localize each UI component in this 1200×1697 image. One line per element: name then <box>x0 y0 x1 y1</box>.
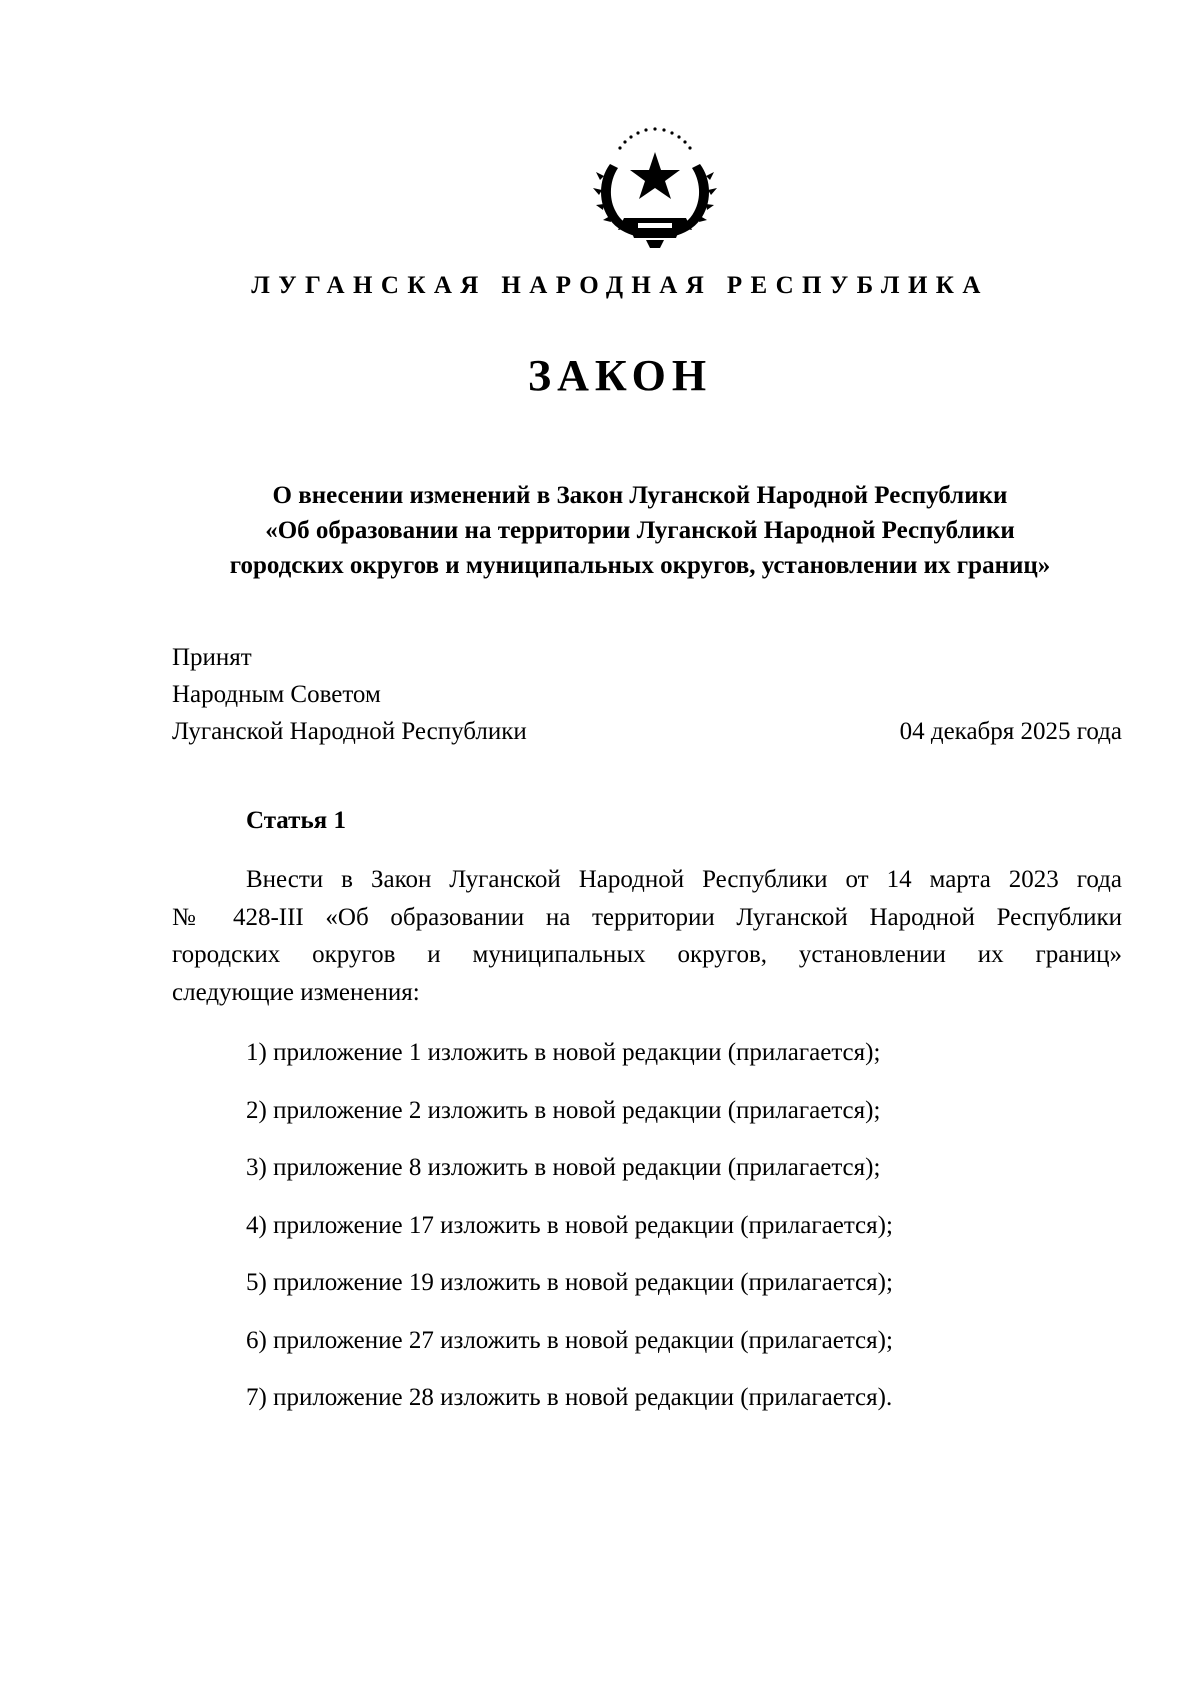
amendment-item: 7) приложение 28 изложить в новой редакции (прилагается). <box>246 1384 893 1411</box>
coat-of-arms-icon <box>580 118 730 250</box>
law-title-line: городских округов и муниципальных округов, установлении их границ» <box>229 552 1051 579</box>
article-body-line: Внести в Закон Луганской Народной Республики от 14 марта 2023 года <box>246 866 1122 893</box>
article-body-line: городских округов и муниципальных округов, установлении их границ» <box>172 941 1122 968</box>
amendment-item: 5) приложение 19 изложить в новой редакции (прилагается); <box>246 1269 893 1296</box>
amendment-item: 1) приложение 1 изложить в новой редакции (прилагается); <box>246 1039 881 1066</box>
adoption-date: 04 декабря 2025 года <box>899 718 1122 745</box>
amendment-item: 2) приложение 2 изложить в новой редакции (прилагается); <box>246 1096 881 1124</box>
article-body-line: № 428-III «Об образовании на территории Луганской Народной Республики <box>172 903 1122 931</box>
amendment-item: 3) приложение 8 изложить в новой редакции (прилагается); <box>246 1154 881 1181</box>
document-type-heading: ЗАКОН <box>527 351 713 400</box>
adoption-block <box>172 639 1122 750</box>
article-body <box>172 861 1122 1011</box>
article-heading: Статья 1 <box>246 807 346 834</box>
amendment-item: 6) приложение 27 изложить в новой редакции (прилагается); <box>246 1326 893 1354</box>
law-title-line: О внесении изменений в Закон Луганской Народной Республики <box>272 482 1008 509</box>
republic-name: ЛУГАНСКАЯ НАРОДНАЯ РЕСПУБЛИКА <box>251 272 989 299</box>
adoption-line: Народным Советом <box>172 681 381 708</box>
law-title-line: «Об образовании на территории Луганской Народной Республики <box>265 517 1015 544</box>
amendment-list <box>246 1035 893 1438</box>
law-title <box>160 478 1120 583</box>
adoption-line: Принят <box>172 644 252 671</box>
adoption-line: Луганской Народной Республики <box>172 718 527 745</box>
amendment-item: 4) приложение 17 изложить в новой редакции (прилагается); <box>246 1211 893 1239</box>
article-body-line: следующие изменения: <box>172 978 420 1006</box>
